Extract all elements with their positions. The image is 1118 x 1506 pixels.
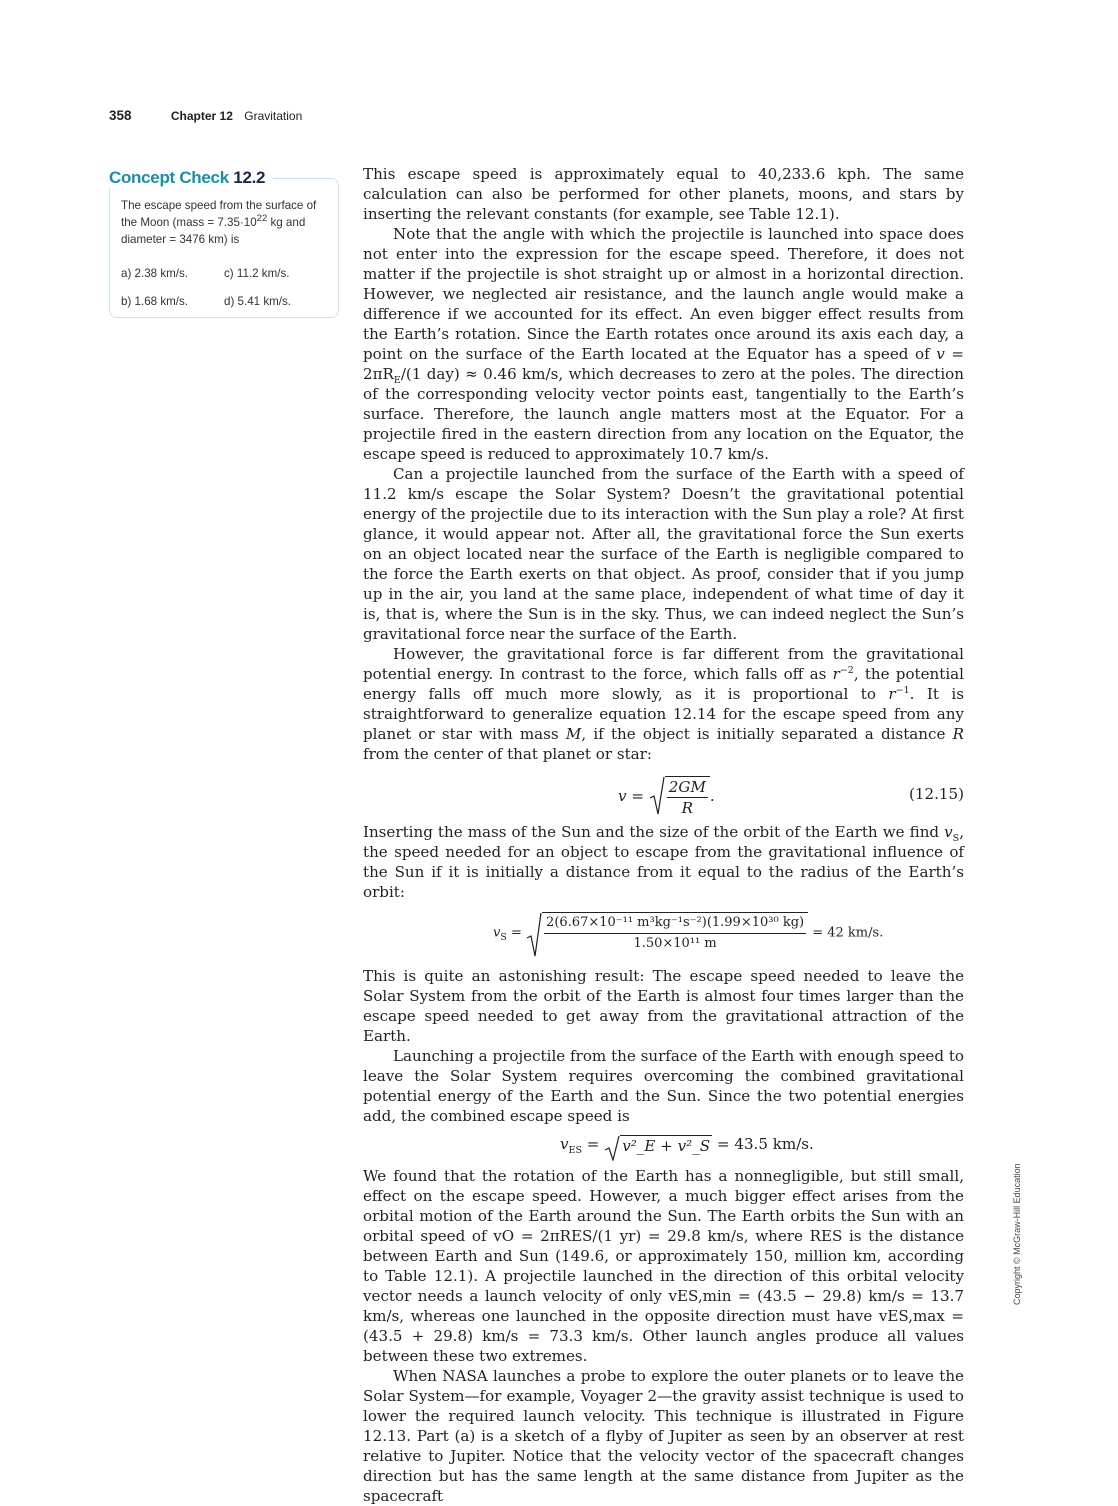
paragraph-4: However, the gravitational force is far different from the gravitational potential energy. In contrast to the force, which falls off as $r^{-2}$, the potential energy falls off much more slowly, as it is proportional to $r^{-1}$. It is straightforward to generalize equation 12.14 for the escape speed from any planet or star with mass M, if the object is initially separated a distance R from the center of that planet or star: [363,645,964,763]
equation-number: (12.15) [909,785,964,803]
chapter-label: Chapter 12 [170,109,233,123]
paragraph-1: This escape speed is approximately equal to 40,233.6 kph. The same calculation can also be performed for other planets, moons, and stars by inserting the relevant constants (for example, see Table 12.1). [363,165,964,223]
concept-check-box [109,168,339,318]
paragraph-3: Can a projectile launched from the surface of the Earth with a speed of 11.2 km/s escape the Solar System? Doesn’t the gravitational potential energy of the projectile due to its interaction with the Sun play a role? At first glance, it would appear not. After all, the gravitational force the Sun exerts on an object located near the surface of the Earth is negligible compared to the force the Earth exerts on that object. As proof, consider that if you jump up in the air, you land at the same place, independent of what time of day it is, that is, where the Sun is in the sky. Thus, we can indeed neglect the Sun’s gravitational force near the surface of the Earth. [363,465,964,643]
equation-vs: $v_S$ = $\frac{\text{2(6.67×10⁻¹¹ m³kg⁻¹s⁻²)(1.99×10³⁰ kg)}}{\text{1.50×10¹¹ m}}$ = 42 km/s. [363,906,964,966]
question-text-a: The escape speed from the surface of the Moon (mass = 7.35·10 [121,199,317,229]
paragraph-2: Note that the angle with which the projectile is launched into space does not enter into the expression for the escape speed. Therefore, it does not matter if the projectile is shot straight up or almost in a horizontal direction. However, we neglected air resistance, and the launch angle would make a difference if we accounted for its effect. An even bigger effect results from the Earth’s rotation. Since the Earth rotates once around its axis each day, a point on the surface of the Earth located at the Equator has a speed of $v = 2\pi R_E/(1$ day) ≈ 0.46 km/s, which decreases to zero at the poles. The direction of the corresponding velocity vector points east, tangentially to the Earth’s surface. Therefore, the launch angle matters most at the Equator. For a projectile fired in the eastern direction from any location on the Equator, the escape speed is reduced to approximately 10.7 km/s. [363,225,964,463]
copyright-notice: Copyright © McGraw-Hill Education [1012,1163,1022,1305]
question-exponent: 22 [256,213,268,225]
equation-12-15: v = $\frac{2GM}{R}$ . (12.15) [618,778,964,817]
concept-check-options [121,260,327,316]
main-text [363,164,964,1506]
option-a[interactable]: a) 2.38 km/s. [121,267,189,280]
paragraph-7: Launching a projectile from the surface of the Earth with enough speed to leave the Solar System requires overcoming the combined gravitational potential energy of the Earth and the Sun. Since the two potential energies add, the combined escape speed is [363,1047,964,1125]
chapter-title: Gravitation [244,109,303,123]
concept-check-number: 12.2 [233,168,266,187]
concept-check-label: Concept Check [109,168,229,187]
concept-check-question [121,197,327,248]
question-text-b: kg and diameter = 3476 km) is [121,216,306,246]
paragraph-8: We found that the rotation of the Earth has a nonnegligible, but still small, effect on the escape speed. However, a much bigger effect arises from the orbital motion of the Earth around the Sun. The Earth orbits the Sun with an orbital speed of vO = 2πRES/(1 yr) = 29.8 km/s, where RES is the distance between Earth and Sun (149.6, or approximately 150, million km, according to Table 12.1). A projectile launched in the direction of this orbital velocity vector needs a launch velocity of only vES,min = (43.5 − 29.8) km/s = 13.7 km/s, whereas one launched in the opposite direction must have vES,max = (43.5 + 29.8) km/s = 73.3 km/s. Other launch angles produce all values between these two extremes. [363,1167,964,1365]
option-b[interactable]: b) 1.68 km/s. [121,295,189,308]
option-c[interactable]: c) 11.2 km/s. [224,267,290,280]
paragraph-9: When NASA launches a probe to explore the outer planets or to leave the Solar System—for example, Voyager 2—the gravity assist technique is used to lower the required launch velocity. This technique is illustrated in Figure 12.13. Part (a) is a sketch of a flyby of Jupiter as seen by an observer at rest relative to Jupiter. Notice that the velocity vector of the spacecraft changes direction but has the same length at the same distance from Jupiter as the spacecraft [363,1367,964,1505]
page-header [109,108,302,123]
concept-check-title [109,168,273,188]
paragraph-6: This is quite an astonishing result: The escape speed needed to leave the Solar System from the orbit of the Earth is almost four times larger than the escape speed needed to get away from the gravitational attraction of the Earth. [363,967,964,1045]
page-number: 358 [109,108,132,123]
equation-ves: $v_{ES}$ = v²_E + v²_S = 43.5 km/s. [363,1130,964,1166]
paragraph-5: Inserting the mass of the Sun and the size of the orbit of the Earth we find $v_S$, the speed needed for an object to escape from the gravitational influence of the Sun if it is initially a distance from it equal to the radius of the Earth’s orbit: [363,823,964,901]
option-d[interactable]: d) 5.41 km/s. [224,295,292,308]
